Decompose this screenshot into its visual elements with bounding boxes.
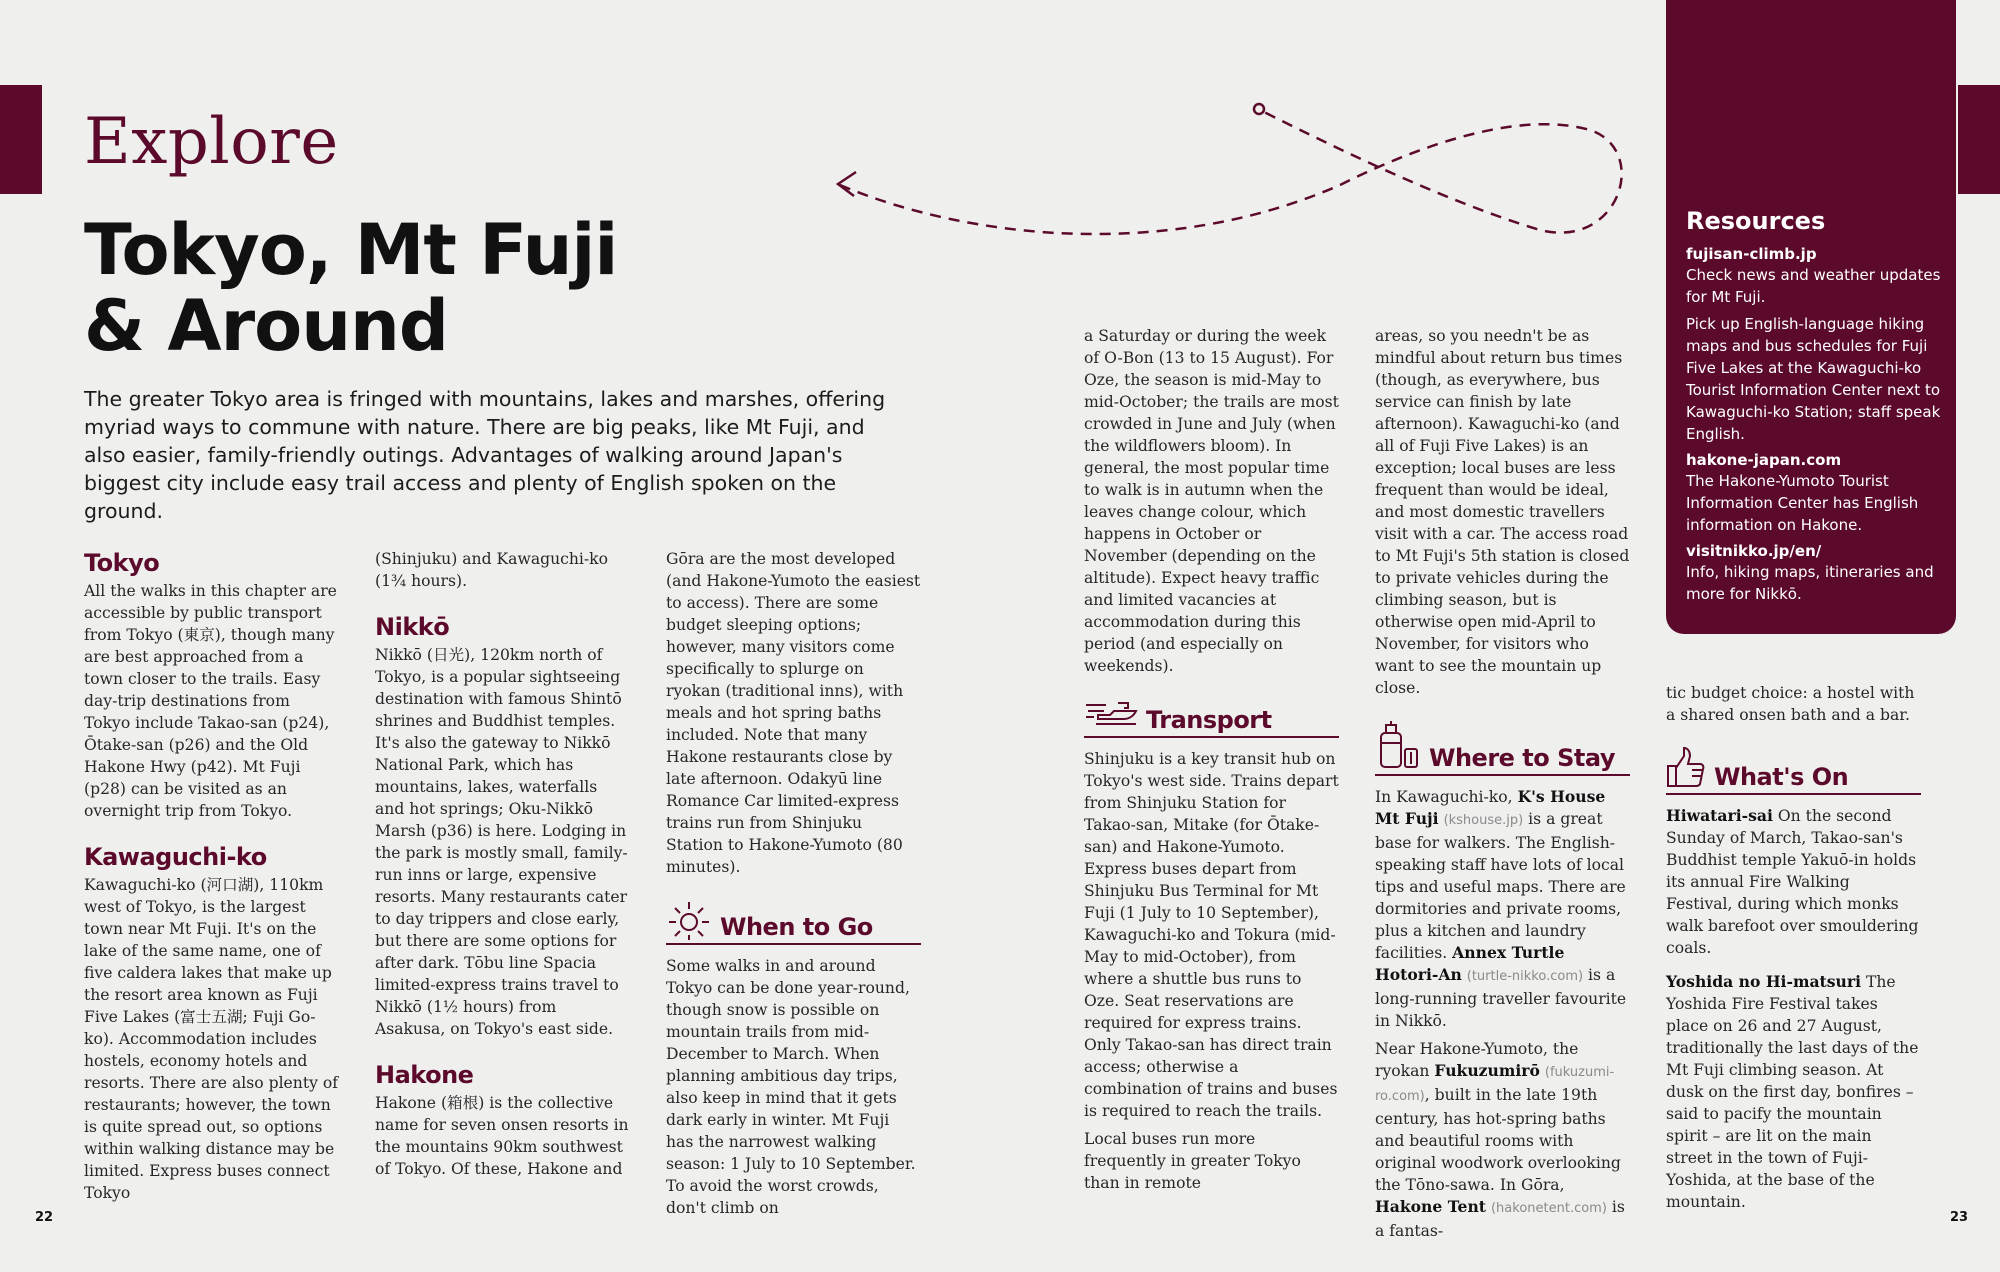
text-segment: is a fantas- <box>1375 1198 1625 1240</box>
heading-nikko: Nikkō <box>375 613 450 641</box>
resource-text: Check news and weather updates for Mt Fuji. <box>1686 266 1941 306</box>
text-segment: , built in the late 19th century, has hot-spring baths and beautiful rooms with original woodwork overlooking the Tōno-sawa. In Gōra, <box>1375 1086 1621 1194</box>
transport-header <box>1084 697 1339 738</box>
heading-transport: Transport <box>1146 706 1272 734</box>
column-4 <box>1084 325 1339 1194</box>
text-kawaguchi-ko: Kawaguchi-ko (河口湖), 110km west of Tokyo, is the largest town near Mt Fuji. It's on the lake of the same name, one of five caldera lakes that make up the resort area known as Fuji Five Lakes (富士五湖; Fuji Go-ko). Accommodation includes hostels, economy hotels and resorts. There are also plenty of restaurants; however, the town is quite spread out, so options within walking distance may be limited. Express buses connect Tokyo <box>84 876 339 1202</box>
right-page-tab <box>1958 85 2000 194</box>
event-name: Yoshida no Hi-matsuri <box>1666 972 1862 991</box>
text-hakone: Hakone (箱根) is the collective name for seven onsen resorts in the mountains 90km southwest of Tokyo. Of these, Hakone and <box>375 1094 629 1178</box>
dotted-path-decoration <box>820 90 1640 270</box>
page-title-line1: Tokyo, Mt Fuji <box>84 209 618 291</box>
event-text: The Yoshida Fire Festival takes place on 26 and 27 August, traditionally the last days of the Mt Fuji climbing season. At dusk on the first day, bonfires – said to pacify the mountain spirit – are lit on the main street in the town of Fuji-Yoshida, at the base of the mountain. <box>1666 973 1919 1211</box>
text-transport-2: Local buses run more frequently in greater Tokyo than in remote <box>1084 1130 1301 1192</box>
resources-title: Resources <box>1686 207 1826 235</box>
section-label: Explore <box>84 105 339 179</box>
intro-paragraph: The greater Tokyo area is fringed with mountains, lakes and marshes, offering myriad ways to commune with nature. There are big peaks, like Mt Fuji, and also easier, family-friendly outings. Advantages of walking around Japan's biggest city include easy trail access and plenty of English spoken on the ground. <box>84 387 886 523</box>
text-tokyo: All the walks in this chapter are accessible by public transport from Tokyo (東京), though many are best approached from a town closer to the trails. Easy day-trip destinations from Tokyo include Takao-san (p24), Ōtake-san (p26) and the Old Hakone Hwy (p42). Mt Fuji (p28) can be visited as an overnight trip from Tokyo. <box>84 582 337 820</box>
heading-whats-on: What's On <box>1714 763 1849 791</box>
resource-link[interactable]: fujisan-climb.jp <box>1686 245 1817 263</box>
column-2 <box>375 548 630 1180</box>
resource-text: Pick up English-language hiking maps and bus schedules for Fuji Five Lakes at the Kawaguchi-ko Tourist Information Center next to Kawaguchi-ko Station; staff speak English. <box>1686 315 1941 443</box>
heading-kawaguchi-ko: Kawaguchi-ko <box>84 843 267 871</box>
url-text: (turtle-nikko.com) <box>1466 969 1584 984</box>
column-5 <box>1375 325 1630 1242</box>
left-page-tab <box>0 85 42 194</box>
page-number-right: 23 <box>1950 1210 1969 1225</box>
text-continued: (Shinjuku) and Kawaguchi-ko (1¾ hours). <box>375 550 609 590</box>
url-text: (kshouse.jp) <box>1443 813 1524 828</box>
whats-on-header <box>1666 746 1921 795</box>
text-where-to-stay-1 <box>1375 786 1630 1032</box>
resource-text: Info, hiking maps, itineraries and more for Nikkō. <box>1686 563 1934 603</box>
text-segment: Near Hakone-Yumoto, the ryokan <box>1375 1040 1579 1080</box>
page-title-line2: & Around <box>84 285 448 367</box>
where-to-stay-header <box>1375 719 1630 776</box>
resource-link[interactable]: hakone-japan.com <box>1686 451 1842 469</box>
text-continued: a Saturday or during the week of O-Bon (13 to 15 August). For Oze, the season is mid-May to mid-October; the trails are most crowded in June and July (when the wildflowers bloom). In general, the most popular time to walk is in autumn when the leaves change colour, which happens in October or November (depending on the altitude). Expect heavy traffic and limited vacancies at accommodation during this period (and especially on weekends). <box>1084 327 1339 675</box>
text-continued: tic budget choice: a hostel with a shared onsen bath and a bar. <box>1666 684 1915 724</box>
text-segment: is a long-running traveller favourite in Nikkō. <box>1375 966 1627 1030</box>
resource-text: The Hakone-Yumoto Tourist Information Center has English information on Hakone. <box>1686 472 1919 534</box>
column-3 <box>666 548 921 1219</box>
page-title <box>84 209 618 367</box>
url-text: (fukuzumi-ro.com) <box>1375 1065 1615 1104</box>
place-name: Hakone Tent <box>1375 1197 1487 1216</box>
sun-icon <box>666 898 712 940</box>
heading-hakone: Hakone <box>375 1061 474 1089</box>
text-segment: In Kawaguchi-ko, <box>1375 788 1518 806</box>
column-6 <box>1666 682 1921 1213</box>
place-name: Fukuzumirō <box>1434 1061 1540 1080</box>
event-name: Hiwatari-sai <box>1666 806 1773 825</box>
url-text: (hakonetent.com) <box>1490 1201 1607 1216</box>
thumbs-up-icon <box>1666 746 1706 790</box>
when-to-go-header <box>666 898 921 945</box>
text-event-2 <box>1666 971 1921 1213</box>
text-continued: areas, so you needn't be as mindful about return bus times (though, as everywhere, bus service can finish by late afternoon). Kawaguchi-ko (and all of Fuji Five Lakes) is an exception; local buses are less frequent than would be ideal, and most domestic travellers visit with a car. The access road to Mt Fuji's 5th station is closed to private vehicles during the climbing season, but is otherwise open mid-April to November, for visitors who want to see the mountain up close. <box>1375 327 1630 697</box>
text-nikko: Nikkō (日光), 120km north of Tokyo, is a popular sightseeing destination with famous Shintō shrines and Buddhist temples. It's also the gateway to Nikkō National Park, which has mountains, lakes, waterfalls and hot springs; Oku-Nikkō Marsh (p36) is here. Lodging in the park is mostly small, family-run inns or large, expensive resorts. Many restaurants cater to day trippers and close early, but there are some options for after dark. Tōbu line Spacia limited-express trains travel to Nikkō (1½ hours) from Asakusa, on Tokyo's east side. <box>375 646 628 1038</box>
text-continued: Gōra are the most developed (and Hakone-Yumoto the easiest to access). There are some budget sleeping options; however, many visitors come specifically to splurge on ryokan (traditional inns), with meals and hot spring baths included. Note that many Hakone restaurants close by late afternoon. Odakyū line Romance Car limited-express trains run from Shinjuku Station to Hakone-Yumoto (80 minutes). <box>666 550 921 876</box>
text-segment: is a great base for walkers. The English-speaking staff have lots of local tips and useful maps. There are dormitories and private rooms, plus a kitchen and laundry facilities. <box>1375 810 1626 962</box>
page-number-left: 22 <box>35 1210 54 1225</box>
resources-content <box>1686 206 1944 605</box>
heading-tokyo: Tokyo <box>84 549 160 577</box>
text-when-to-go: Some walks in and around Tokyo can be done year-round, though snow is possible on mountain trails from mid-December to March. When planning ambitious day trips, also keep in mind that it gets dark early in winter. Mt Fuji has the narrowest walking season: 1 July to 10 September. To avoid the worst crowds, don't climb on <box>666 957 916 1217</box>
text-event-1 <box>1666 805 1921 959</box>
heading-where-to-stay: Where to Stay <box>1429 744 1615 772</box>
train-icon <box>1084 697 1138 733</box>
resource-link[interactable]: visitnikko.jp/en/ <box>1686 542 1822 560</box>
place-name: Annex Turtle Hotori-An <box>1375 943 1565 984</box>
hotel-icon <box>1375 719 1421 771</box>
column-1 <box>84 548 339 1204</box>
event-text: On the second Sunday of March, Takao-san's Buddhist temple Yakuō-in holds its annual Fire Walking Festival, during which monks walk barefoot over smouldering coals. <box>1666 807 1919 957</box>
place-name: K's House Mt Fuji <box>1375 787 1606 828</box>
text-transport: Shinjuku is a key transit hub on Tokyo's west side. Trains depart from Shinjuku Station for Takao-san, Mitake (for Ōtake-san) and Hakone-Yumoto. Express buses depart from Shinjuku Bus Terminal for Mt Fuji (1 July to 10 September), Kawaguchi-ko and Tokura (mid-May to mid-October), from where a shuttle bus runs to Oze. Seat reservations are required for express trains. Only Takao-san has direct train access; otherwise a combination of trains and buses is required to reach the trails. <box>1084 750 1339 1120</box>
text-where-to-stay-2 <box>1375 1038 1630 1242</box>
heading-when-to-go: When to Go <box>720 913 873 941</box>
